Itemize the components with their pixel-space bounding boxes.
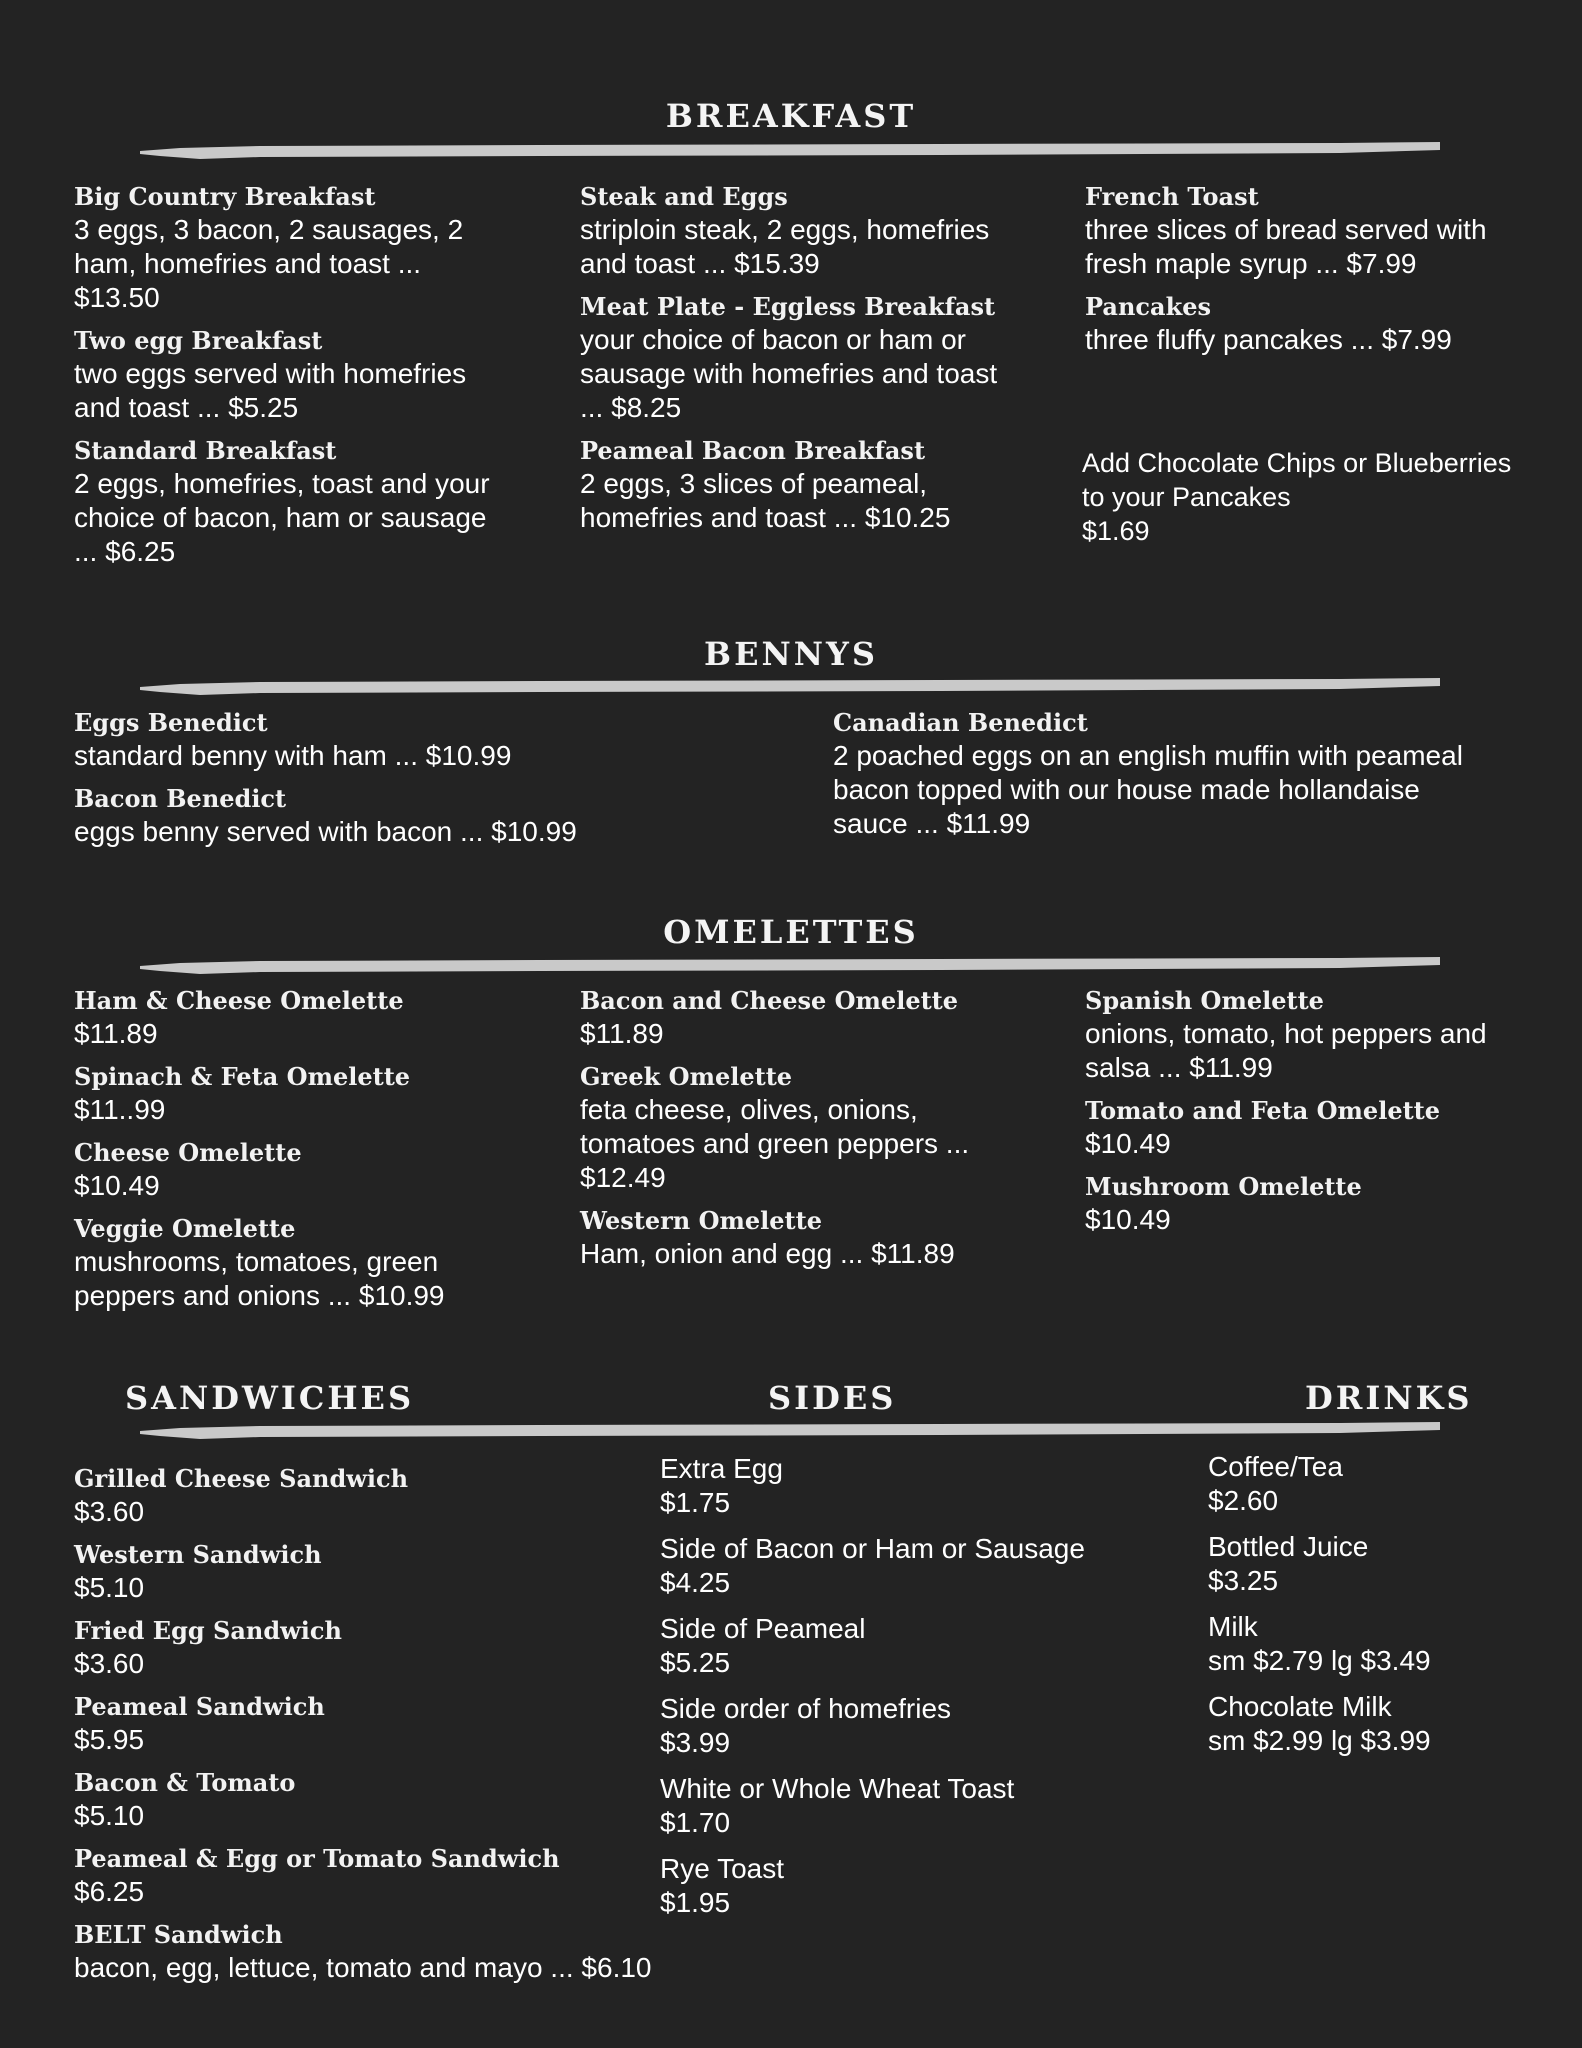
menu-item bbox=[74, 435, 504, 569]
drink-item bbox=[1208, 1530, 1528, 1598]
omelettes-col-3 bbox=[1085, 985, 1515, 1247]
drink-item bbox=[1208, 1450, 1528, 1518]
brush-divider bbox=[140, 955, 1440, 979]
menu-item bbox=[74, 1213, 504, 1313]
item-desc: striploin steak, 2 eggs, homefries and toast ... $15.39 bbox=[580, 214, 990, 279]
item-name: Grilled Cheese Sandwich bbox=[74, 1464, 409, 1493]
drink-item bbox=[1208, 1690, 1528, 1758]
item-name: Spanish Omelette bbox=[1085, 986, 1324, 1015]
menu-item bbox=[74, 1691, 694, 1757]
menu-item bbox=[74, 985, 504, 1051]
item-desc: $5.10 bbox=[74, 1800, 145, 1831]
item-name: Two egg Breakfast bbox=[74, 326, 323, 355]
item-desc: two eggs served with homefries and toast ... $5.25 bbox=[74, 358, 467, 423]
menu-item bbox=[74, 1919, 694, 1985]
item-desc: bacon, egg, lettuce, tomato and mayo ... $6.10 bbox=[74, 1952, 652, 1983]
item-desc: $11.89 bbox=[580, 1018, 664, 1049]
item-name: Western Sandwich bbox=[74, 1540, 322, 1569]
menu-item bbox=[580, 435, 1010, 535]
side-item bbox=[660, 1612, 1140, 1680]
menu-item bbox=[74, 1137, 504, 1203]
bennys-col-2 bbox=[833, 707, 1493, 851]
item-desc: eggs benny served with bacon ... $10.99 bbox=[74, 816, 577, 847]
omelettes-col-2 bbox=[580, 985, 1010, 1281]
sandwiches-list bbox=[74, 1463, 694, 1995]
item-name: French Toast bbox=[1085, 182, 1259, 211]
menu-item bbox=[74, 1615, 694, 1681]
menu-item bbox=[74, 1061, 504, 1127]
menu-item bbox=[74, 1539, 694, 1605]
item-price: $2.60 bbox=[1208, 1485, 1279, 1516]
item-desc: mushrooms, tomatoes, green peppers and onions ... $10.99 bbox=[74, 1246, 445, 1311]
menu-item bbox=[1085, 181, 1515, 281]
brush-divider bbox=[140, 140, 1440, 164]
addon-text: Add Chocolate Chips or Blueberries to your Pancakes bbox=[1082, 448, 1512, 512]
side-item bbox=[660, 1452, 1140, 1520]
menu-item bbox=[833, 707, 1493, 841]
item-name: Milk bbox=[1208, 1611, 1258, 1642]
side-item bbox=[660, 1852, 1140, 1920]
menu-item bbox=[1085, 1095, 1515, 1161]
item-name: Peameal Bacon Breakfast bbox=[580, 436, 926, 465]
item-price: $1.75 bbox=[660, 1487, 731, 1518]
item-desc: $5.95 bbox=[74, 1724, 145, 1755]
item-name: Tomato and Feta Omelette bbox=[1085, 1096, 1441, 1125]
item-name: Meat Plate - Eggless Breakfast bbox=[580, 292, 996, 321]
item-name: Chocolate Milk bbox=[1208, 1691, 1392, 1722]
drinks-list bbox=[1208, 1450, 1528, 1770]
item-name: Peameal Sandwich bbox=[74, 1692, 325, 1721]
item-price: $1.95 bbox=[660, 1887, 731, 1918]
item-name: BELT Sandwich bbox=[74, 1920, 283, 1949]
menu-item bbox=[580, 181, 1010, 281]
bennys-col-1 bbox=[74, 707, 774, 859]
menu-item bbox=[580, 985, 1010, 1051]
item-desc: $10.49 bbox=[1085, 1128, 1171, 1159]
menu-item bbox=[74, 1767, 694, 1833]
side-item bbox=[660, 1692, 1140, 1760]
sides-list bbox=[660, 1452, 1140, 1932]
sides-title: SIDES bbox=[768, 1379, 897, 1417]
item-name: Eggs Benedict bbox=[74, 708, 268, 737]
item-name: Peameal & Egg or Tomato Sandwich bbox=[74, 1844, 560, 1873]
item-price: $1.70 bbox=[660, 1807, 731, 1838]
item-desc: $11.89 bbox=[74, 1018, 158, 1049]
drink-item bbox=[1208, 1610, 1528, 1678]
item-desc: feta cheese, olives, onions, tomatoes and green peppers ... $12.49 bbox=[580, 1094, 970, 1193]
menu-item bbox=[580, 291, 1010, 425]
item-name: White or Whole Wheat Toast bbox=[660, 1773, 1015, 1804]
item-name: Canadian Benedict bbox=[833, 708, 1088, 737]
item-name: Bottled Juice bbox=[1208, 1531, 1369, 1562]
menu-item bbox=[74, 181, 504, 315]
bennys-title: BENNYS bbox=[704, 635, 878, 673]
menu-item bbox=[1085, 1171, 1515, 1237]
item-price: $3.99 bbox=[660, 1727, 731, 1758]
item-desc: $3.60 bbox=[74, 1648, 145, 1679]
item-name: Big Country Breakfast bbox=[74, 182, 376, 211]
menu-item bbox=[1085, 985, 1515, 1085]
item-desc: 2 eggs, homefries, toast and your choice of bacon, ham or sausage ... $6.25 bbox=[74, 468, 490, 567]
menu-item bbox=[74, 783, 774, 849]
item-price: $5.25 bbox=[660, 1647, 731, 1678]
item-desc: $11..99 bbox=[74, 1094, 166, 1125]
item-name: Rye Toast bbox=[660, 1853, 784, 1884]
brush-divider bbox=[140, 676, 1440, 700]
side-item bbox=[660, 1532, 1140, 1600]
item-name: Bacon Benedict bbox=[74, 784, 287, 813]
menu-item bbox=[74, 1843, 694, 1909]
item-desc: Ham, onion and egg ... $11.89 bbox=[580, 1238, 955, 1269]
item-price: $4.25 bbox=[660, 1567, 731, 1598]
item-name: Bacon and Cheese Omelette bbox=[580, 986, 959, 1015]
omelettes-title: OMELETTES bbox=[663, 913, 919, 951]
item-desc: $10.49 bbox=[74, 1170, 160, 1201]
item-name: Western Omelette bbox=[580, 1206, 822, 1235]
breakfast-col-1 bbox=[74, 181, 504, 579]
menu-item bbox=[74, 1463, 694, 1529]
item-name: Greek Omelette bbox=[580, 1062, 793, 1091]
item-price: sm $2.99 lg $3.99 bbox=[1208, 1725, 1431, 1756]
item-price: sm $2.79 lg $3.49 bbox=[1208, 1645, 1431, 1676]
omelettes-col-1 bbox=[74, 985, 504, 1323]
item-desc: $6.25 bbox=[74, 1876, 145, 1907]
item-name: Side of Peameal bbox=[660, 1613, 866, 1644]
item-name: Veggie Omelette bbox=[74, 1214, 296, 1243]
item-desc: 2 poached eggs on an english muffin with peameal bacon topped with our house made hollandaise sauce ... $11.99 bbox=[833, 740, 1463, 839]
item-name: Spinach & Feta Omelette bbox=[74, 1062, 411, 1091]
item-desc: standard benny with ham ... $10.99 bbox=[74, 740, 512, 771]
item-name: Fried Egg Sandwich bbox=[74, 1616, 342, 1645]
menu-item bbox=[1085, 291, 1515, 357]
item-name: Side order of homefries bbox=[660, 1693, 952, 1724]
drinks-title: DRINKS bbox=[1305, 1379, 1473, 1417]
item-desc: $3.60 bbox=[74, 1496, 145, 1527]
item-desc: $10.49 bbox=[1085, 1204, 1171, 1235]
item-desc: onions, tomato, hot peppers and salsa ... $11.99 bbox=[1085, 1018, 1487, 1083]
item-name: Side of Bacon or Ham or Sausage bbox=[660, 1533, 1085, 1564]
item-name: Extra Egg bbox=[660, 1453, 783, 1484]
menu-item bbox=[580, 1061, 1010, 1195]
item-desc: 2 eggs, 3 slices of peameal, homefries and toast ... $10.25 bbox=[580, 468, 951, 533]
item-desc: your choice of bacon or ham or sausage with homefries and toast ... $8.25 bbox=[580, 324, 998, 423]
side-item bbox=[660, 1772, 1140, 1840]
item-name: Coffee/Tea bbox=[1208, 1451, 1343, 1482]
item-desc: three fluffy pancakes ... $7.99 bbox=[1085, 324, 1452, 355]
item-desc: three slices of bread served with fresh maple syrup ... $7.99 bbox=[1085, 214, 1487, 279]
item-desc: $5.10 bbox=[74, 1572, 145, 1603]
item-desc: 3 eggs, 3 bacon, 2 sausages, 2 ham, homefries and toast ... $13.50 bbox=[74, 214, 464, 313]
item-name: Cheese Omelette bbox=[74, 1138, 302, 1167]
item-price: $3.25 bbox=[1208, 1565, 1279, 1596]
item-name: Ham & Cheese Omelette bbox=[74, 986, 404, 1015]
item-name: Bacon & Tomato bbox=[74, 1768, 296, 1797]
item-name: Standard Breakfast bbox=[74, 436, 337, 465]
menu-item bbox=[74, 707, 774, 773]
breakfast-col-2 bbox=[580, 181, 1010, 545]
brush-divider bbox=[140, 1420, 1440, 1444]
sandwiches-title: SANDWICHES bbox=[125, 1379, 415, 1417]
menu-item bbox=[74, 325, 504, 425]
breakfast-title: BREAKFAST bbox=[665, 97, 917, 135]
menu-item bbox=[580, 1205, 1010, 1271]
item-name: Mushroom Omelette bbox=[1085, 1172, 1362, 1201]
item-name: Steak and Eggs bbox=[580, 182, 788, 211]
breakfast-col-3 bbox=[1085, 181, 1515, 367]
item-name: Pancakes bbox=[1085, 292, 1211, 321]
addon-price: $1.69 bbox=[1082, 516, 1150, 546]
pancake-addon bbox=[1082, 446, 1522, 548]
